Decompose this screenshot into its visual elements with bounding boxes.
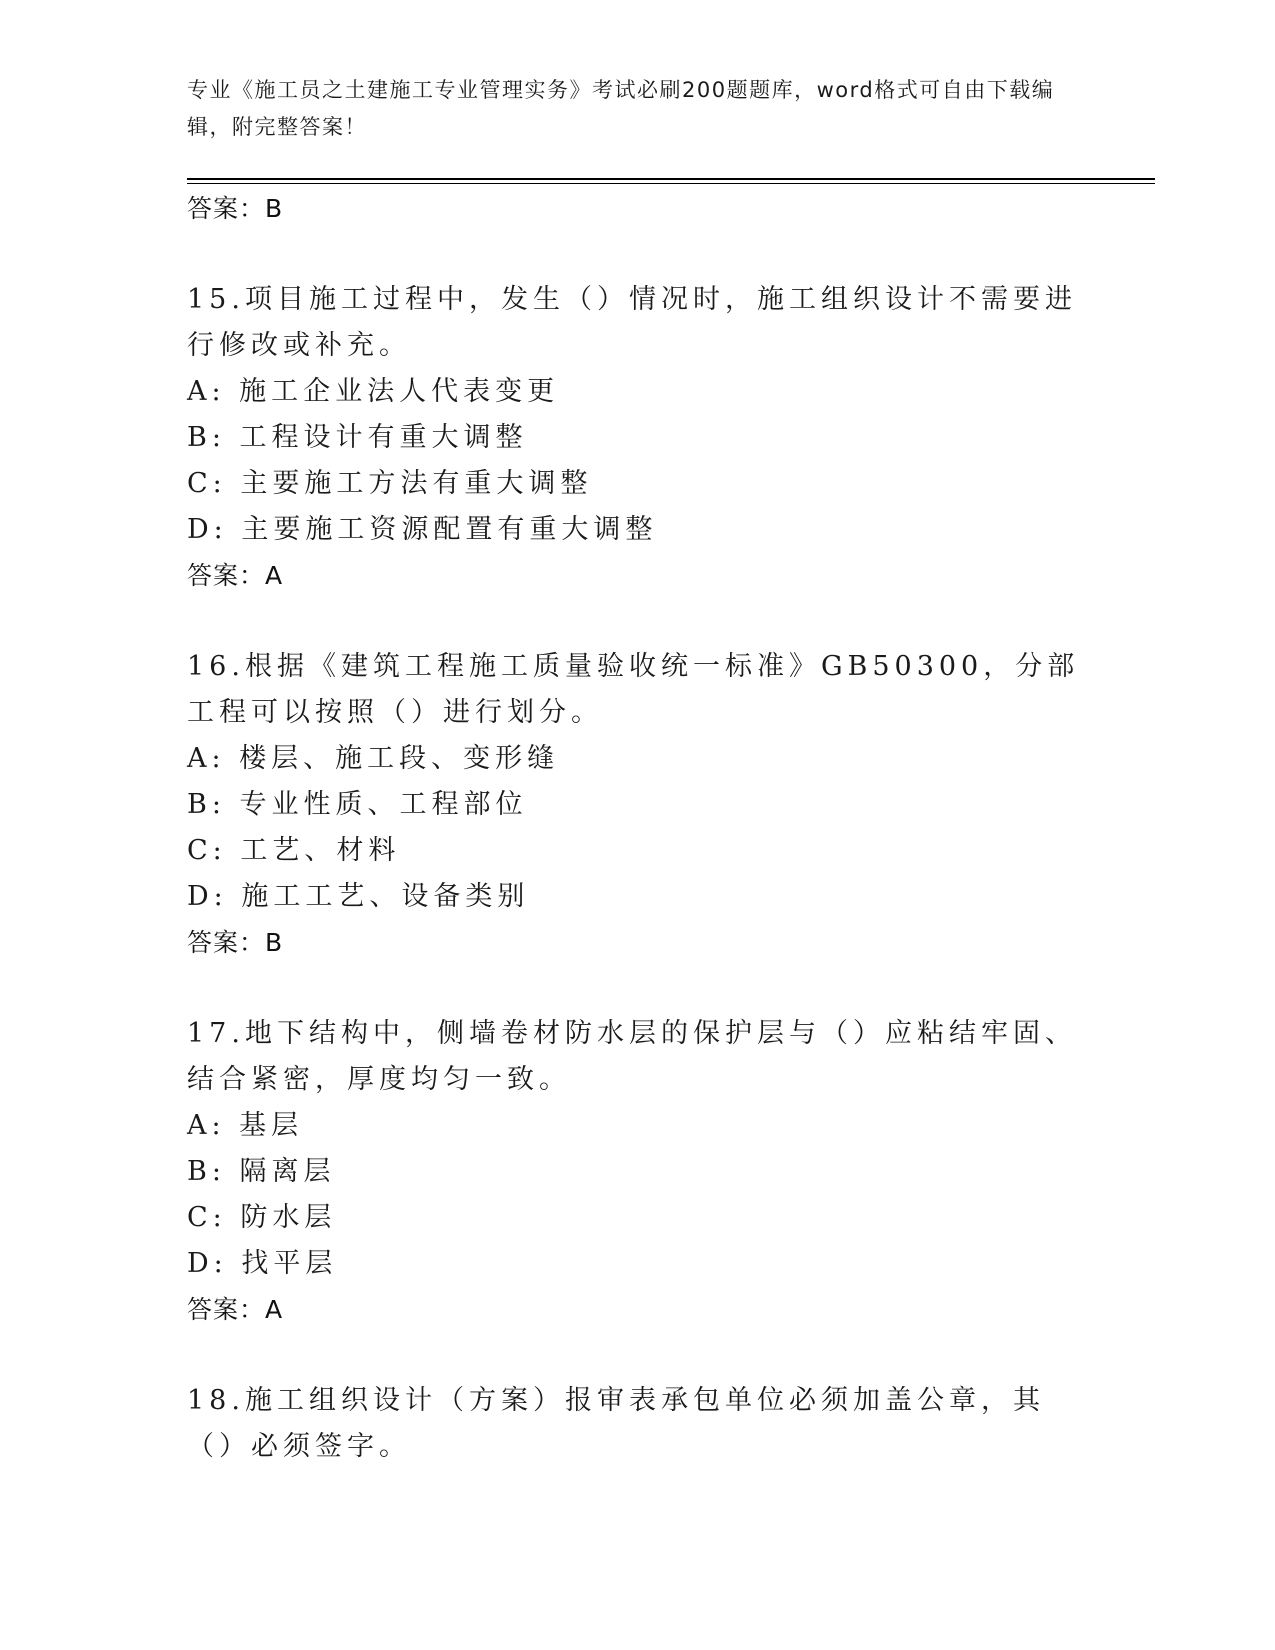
question-stem: 15.项目施工过程中，发生（）情况时，施工组织设计不需要进行修改或补充。 [187, 284, 1077, 361]
document-body [187, 186, 1087, 1470]
option-b: B: 专业性质、工程部位 [187, 789, 528, 820]
question-15 [187, 277, 1087, 599]
option-c: C: 工艺、材料 [187, 835, 401, 866]
question-stem: 18.施工组织设计（方案）报审表承包单位必须加盖公章，其（）必须签字。 [187, 1385, 1045, 1462]
answer-line: 答案：B [187, 194, 284, 223]
option-d: D: 主要施工资源配置有重大调整 [187, 514, 658, 545]
header-divider-thin [187, 183, 1155, 184]
option-b: B: 隔离层 [187, 1156, 336, 1187]
question-stem: 17.地下结构中，侧墙卷材防水层的保护层与（）应粘结牢固、结合紧密，厚度均匀一致。 [187, 1018, 1077, 1095]
header-divider-thick [187, 178, 1155, 180]
document-header: 专业《施工员之土建施工专业管理实务》考试必刷200题题库，word格式可自由下载编辑，附完整答案！ [187, 78, 1055, 139]
option-a: A: 楼层、施工段、变形缝 [187, 743, 560, 774]
question-stem: 16.根据《建筑工程施工质量验收统一标准》GB50300，分部工程可以按照（）进行划分。 [187, 651, 1080, 728]
option-c: C: 防水层 [187, 1202, 337, 1233]
option-a: A: 施工企业法人代表变更 [187, 376, 560, 407]
question-18 [187, 1378, 1087, 1470]
option-d: D: 找平层 [187, 1248, 338, 1279]
question-17 [187, 1011, 1087, 1333]
answer-line: 答案：B [187, 928, 284, 957]
option-c: C: 主要施工方法有重大调整 [187, 468, 593, 499]
option-d: D: 施工工艺、设备类别 [187, 881, 530, 912]
question-16 [187, 644, 1087, 966]
option-a: A: 基层 [187, 1110, 304, 1141]
answer-line: 答案：A [187, 1295, 284, 1324]
answer-line: 答案：A [187, 561, 284, 590]
option-b: B: 工程设计有重大调整 [187, 422, 528, 453]
